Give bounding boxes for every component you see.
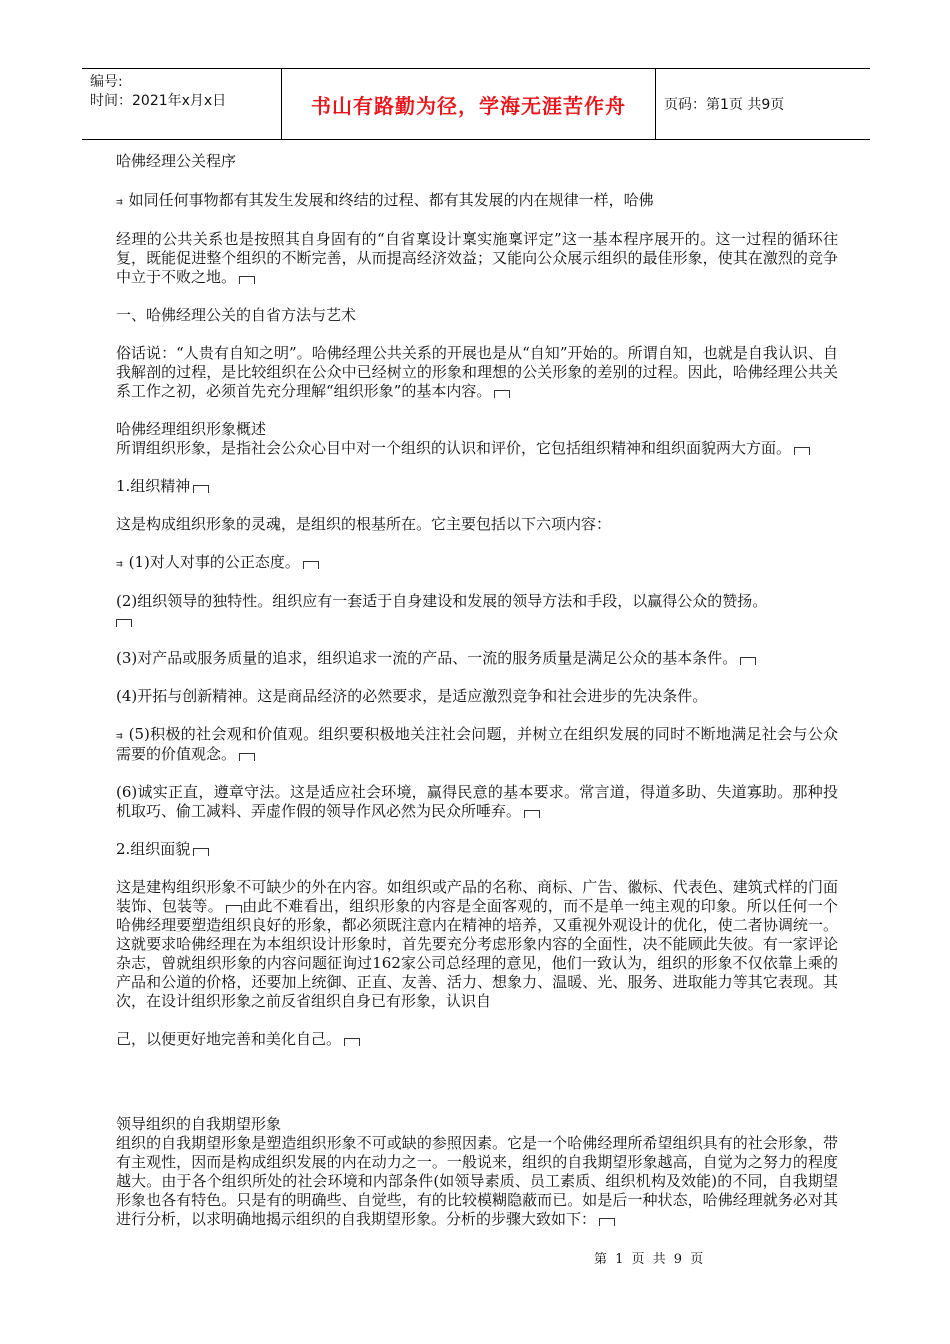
header-meta [82,69,282,139]
return-mark-icon [226,905,242,913]
paragraph: 己，以便更好地完善和美化自己。 [116,1030,838,1049]
return-mark-icon [794,447,810,455]
paragraph: 这是建构组织形象不可缺少的外在内容。如组织或产品的名称、商标、广告、徽标、代表色、建筑式样的门面装饰、包装等。 由此不难看出，组织形象的内容是全面客观的，而不是单一纯主观的印象。所以任何一个哈佛经理要塑造组织良好的形象，都必须既注意内在精神的培养，又重视外观设计的优化，使二者协调统一。这就要求哈佛经理在为本组织设计形象时，首先要充分考虑形象内容的全面性，决不能顾此失彼。有一家评论杂志，曾就组织形象的内容问题征询过162家公司总经理的意见，他们一致认为，组织的形象不仅依靠上乘的产品和公道的价格，还要加上统御、正直、友善、活力、想象力、温暖、光、服务、进取能力等其它表现。其次，在设计组织形象之前反省组织自身已有形象，认识自 [116,878,838,1010]
list-item: (6)诚实正直，遵章守法。这是适应社会环境，赢得民意的基本要求。常言道，得道多助、失道寡助。那种投机取巧、偷工减料、弄虚作假的领导作风必然为民众所唾弃。 [116,783,838,820]
return-mark-icon [193,848,209,856]
page-header [82,68,870,140]
paragraph: 所谓组织形象，是指社会公众心目中对一个组织的认识和评价，它包括组织精神和组织面貌两大方面。 [116,439,838,458]
item-heading: 2.组织面貌 [116,840,838,859]
return-mark-icon [599,1218,615,1226]
paragraph: 这是构成组织形象的灵魂，是组织的根基所在。它主要包括以下六项内容： [116,515,612,533]
item-heading: 1.组织精神 [116,477,838,496]
arrow-mark-icon: ⇉ [116,729,123,742]
list-item: (4)开拓与创新精神。这是商品经济的必然要求，是适应激烈竞争和社会进步的先决条件。 [116,687,708,705]
section-heading: 一、哈佛经理公关的自省方法与艺术 [116,306,357,324]
page-footer: 第 1 页 共 9 页 [594,1252,706,1267]
subsection-heading: 领导组织的自我期望形象 [116,1115,282,1133]
return-mark-icon [303,561,319,569]
doc-title: 哈佛经理公关程序 [116,152,237,170]
list-item: ⇉ (1)对人对事的公正态度。 [116,553,838,573]
return-mark-icon [524,810,540,818]
return-mark-icon [239,276,255,284]
list-item: (2)组织领导的独特性。组织应有一套适于自身建设和发展的领导方法和手段，以赢得公众的赞扬。 [116,592,838,630]
paragraph: ⇉ 如同任何事物都有其发生发展和终结的过程、都有其发展的内在规律一样，哈佛 [116,191,654,209]
arrow-mark-icon: ⇉ [116,557,123,570]
return-mark-icon [193,485,209,493]
list-item: ⇉ (5)积极的社会观和价值观。组织要积极地关注社会问题，并树立在组织发展的同时不断地满足社会与公众需要的价值观念。 [116,725,838,763]
header-page-cell [656,69,870,139]
paragraph: 组织的自我期望形象是塑造组织形象不可或缺的参照因素。它是一个哈佛经理所希望组织具有的社会形象，带有主观性，因而是构成组织发展的内在动力之一。一般说来，组织的自我期望形象越高，自觉为之努力的程度越大。由于各个组织所处的社会环境和内部条件(如领导素质、员工素质、组织机构及效能)的不同，自我期望形象也各有特色。只是有的明确些、自觉些，有的比较模糊隐蔽而已。如是后一种状态，哈佛经理就务必对其进行分析，以求明确地揭示组织的自我期望形象。分析的步骤大致如下： [116,1134,838,1228]
paragraph: 俗话说：“人贵有自知之明”。哈佛经理公共关系的开展也是从“自知”开始的。所谓自知，也就是自我认识、自我解剖的过程，是比较组织在公众中已经树立的形象和理想的公关形象的差别的过程。因此，哈佛经理公共关系工作之初，必须首先充分理解“组织形象”的基本内容。 [116,344,838,400]
subsection-heading: 哈佛经理组织形象概述 [116,420,267,438]
return-mark-icon [239,753,255,761]
return-mark-icon [116,619,132,627]
paragraph: 经理的公共关系也是按照其自身固有的“自省稟设计稟实施稟评定”这一基本程序展开的。这一过程的循环往复，既能促进整个组织的不断完善，从而提高经济效益；又能向公众展示组织的最佳形象，使其在激烈的竞争中立于不败之地。 [116,230,838,286]
return-mark-icon [740,657,756,665]
list-item: (3)对产品或服务质量的追求，组织追求一流的产品、一流的服务质量是满足公众的基本条件。 [116,649,838,668]
return-mark-icon [494,390,510,398]
header-motto-cell [282,69,656,139]
return-mark-icon [344,1038,360,1046]
date-label: 时间：2021年x月x日 [90,93,227,109]
number-label: 编号: [90,74,123,90]
page-label: 页码：第1页 共9页 [664,97,785,113]
arrow-mark-icon: ⇉ [116,195,123,208]
motto-text: 书山有路勤为径，学海无涯苦作舟 [311,93,626,118]
document-body [116,152,838,1229]
